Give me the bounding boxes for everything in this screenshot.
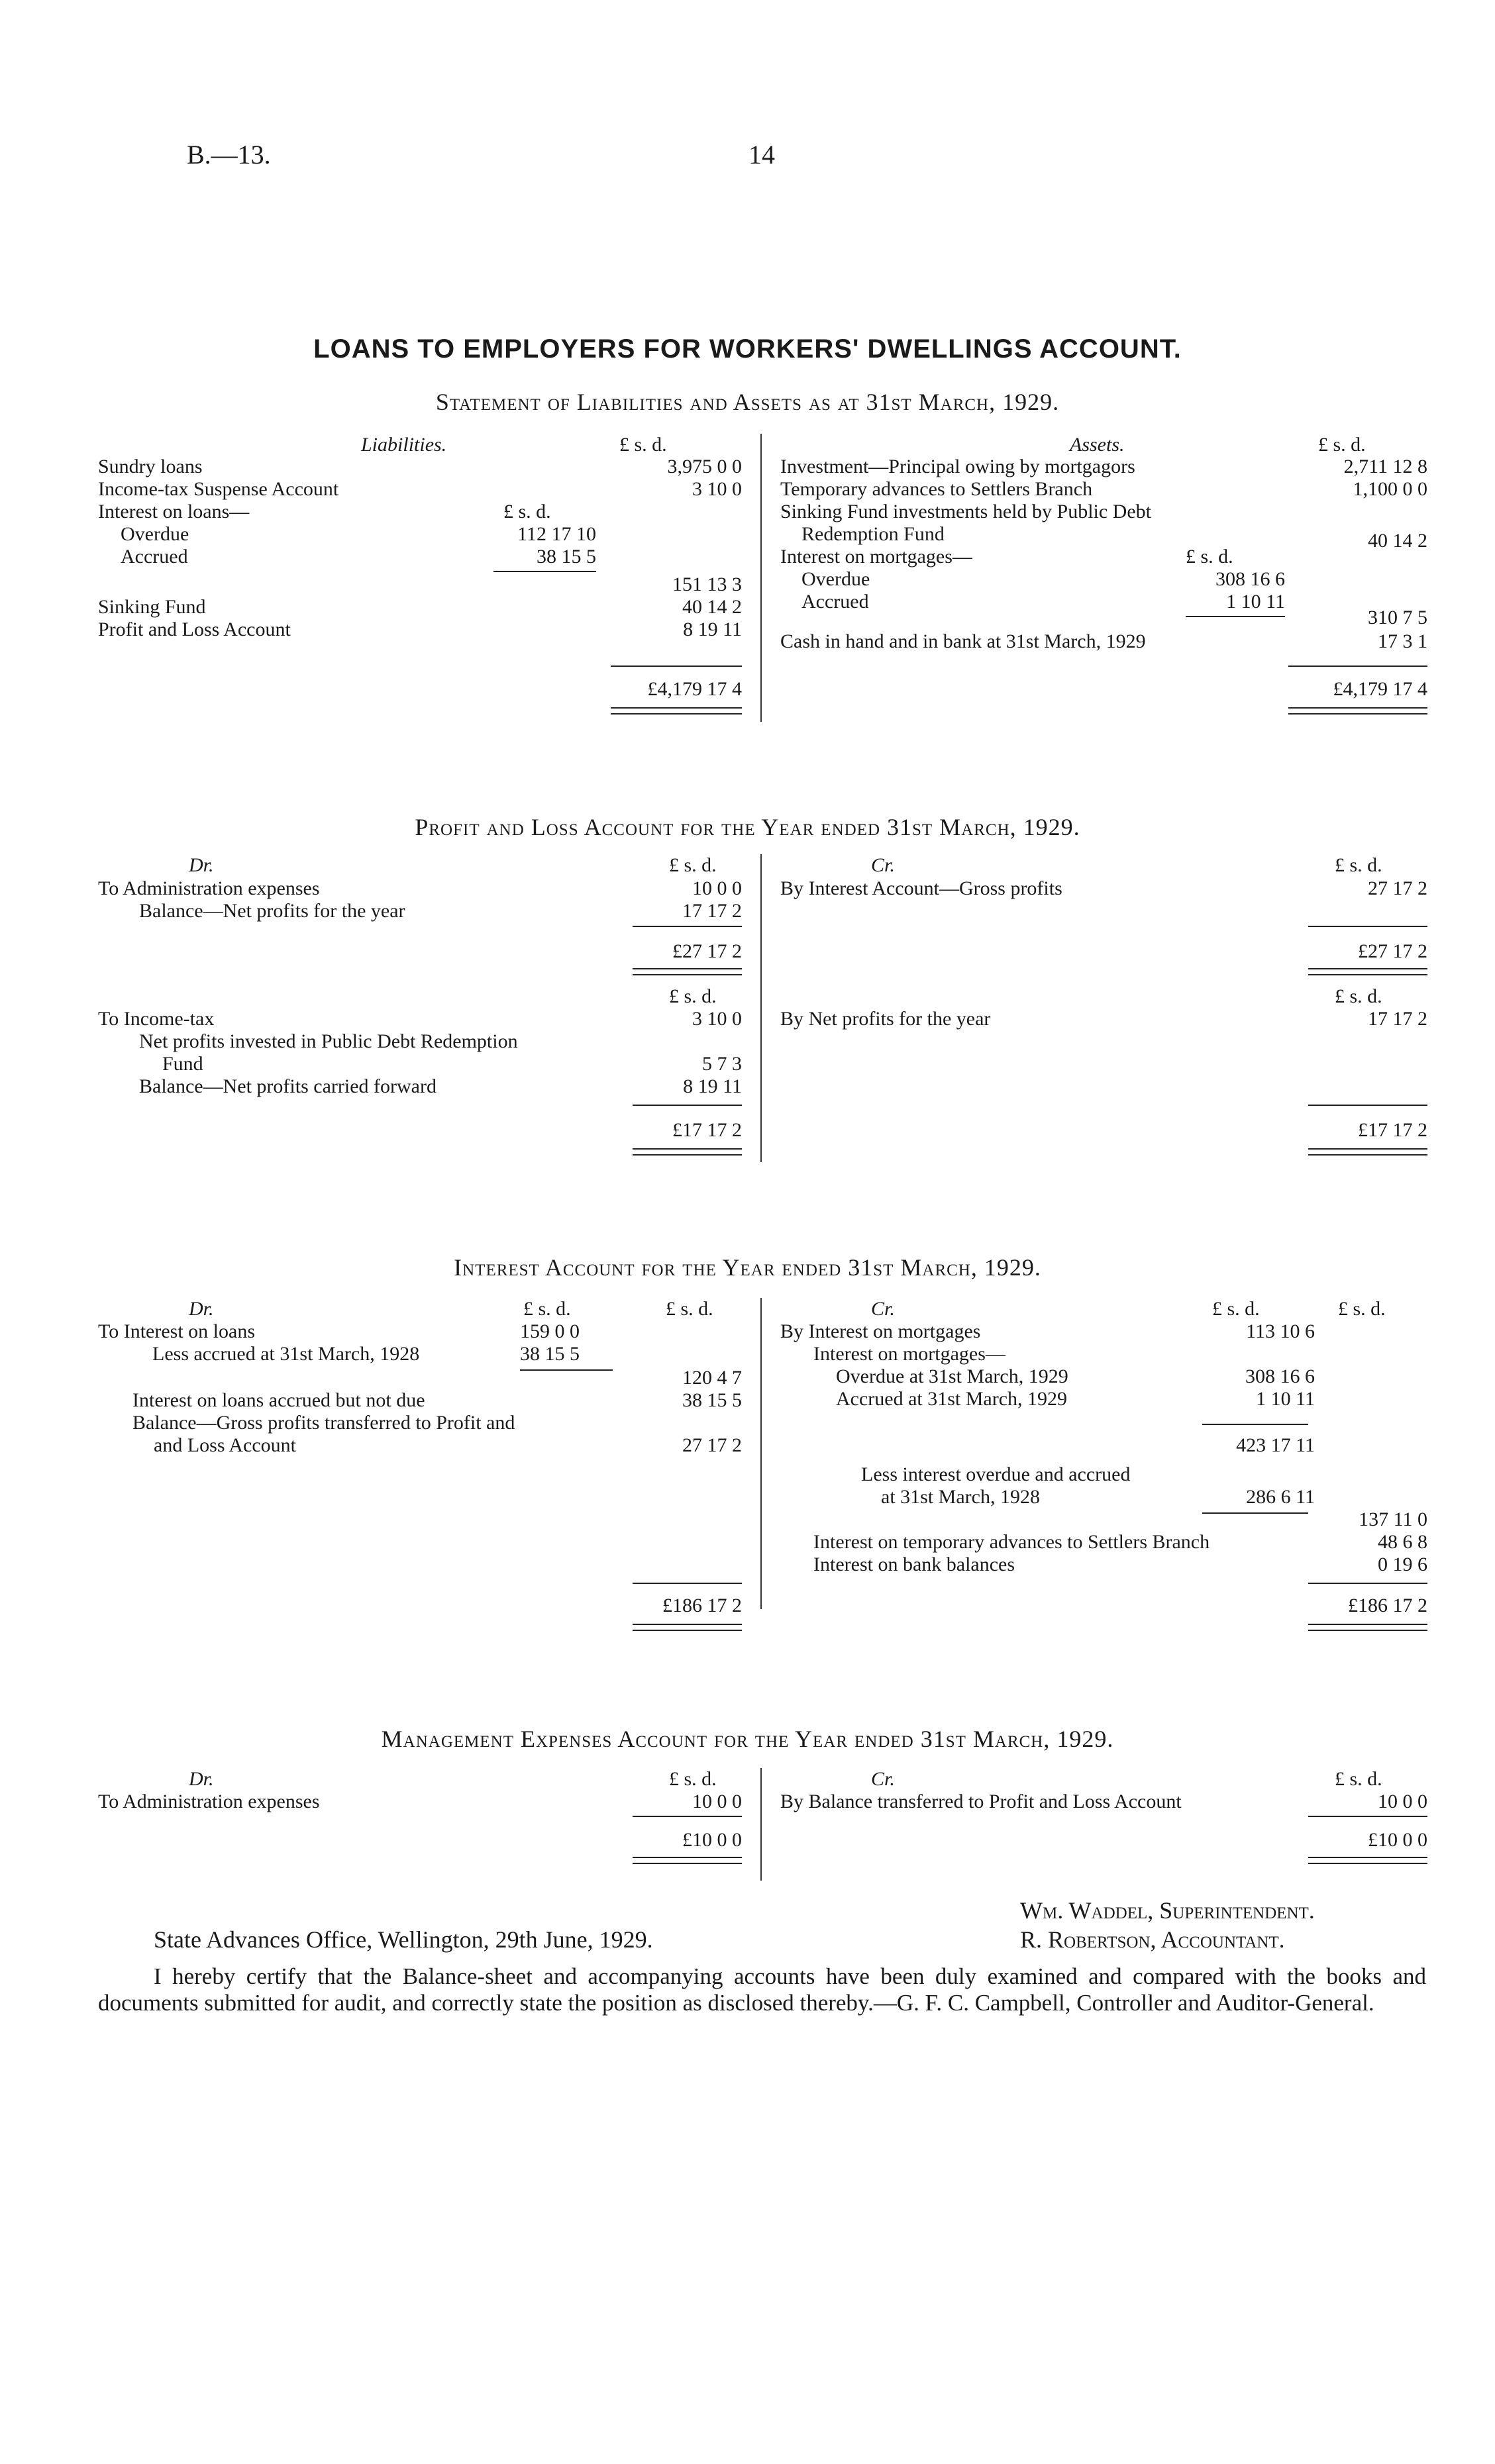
pl-account-amount: 27 17 2 (682, 1434, 742, 1456)
pl-net-profits-year-amount: 17 17 2 (1368, 1008, 1427, 1030)
cash-amount: 17 3 1 (1378, 630, 1427, 652)
assets-overdue-amount: 308 16 6 (1215, 568, 1285, 590)
pl-net-profits-amount: 17 17 2 (682, 900, 742, 922)
interest-account-heading: Interest Account for the Year ended 31st March, 1929. (454, 1254, 1041, 1281)
interest-accrued-not-due-label: Interest on loans accrued but not due (132, 1389, 425, 1411)
interest-on-mortgages-label: By Interest on mortgages (780, 1320, 981, 1342)
interest-debit-subtotal: 120 4 7 (682, 1367, 742, 1389)
total-rule (1308, 926, 1427, 927)
total-rule (1288, 665, 1427, 667)
pl-net-profits-label: Balance—Net profits for the year (139, 900, 405, 922)
pl-admin-expenses-label: To Administration expenses (98, 877, 320, 899)
interest-on-loans-label: Interest on loans— (98, 501, 250, 522)
accrued-amount: 38 15 5 (537, 546, 596, 567)
interest-subtotal: 151 13 3 (672, 573, 742, 595)
pl-admin-expenses-amount: 10 0 0 (692, 877, 742, 899)
overdue-amount: 112 17 10 (517, 523, 596, 545)
office-date-line: State Advances Office, Wellington, 29th June, 1929. (154, 1926, 653, 1953)
interest-on-mortgages-amount: 113 10 6 (1246, 1320, 1315, 1342)
income-tax-suspense-amount: 3 10 0 (692, 478, 742, 500)
mgmt-balance-transferred-amount: 10 0 0 (1378, 1791, 1427, 1812)
column-divider (760, 1298, 762, 1609)
total-rule (1308, 1816, 1427, 1817)
pl-gross-profits-label: By Interest Account—Gross profits (780, 877, 1062, 899)
lsd-header: £ s. d. (503, 501, 551, 522)
subtotal-rule (1202, 1424, 1308, 1425)
assets-total: £4,179 17 4 (1333, 678, 1427, 700)
mgmt-credit-total: £10 0 0 (1368, 1829, 1427, 1851)
accrued-1929-label: Accrued at 31st March, 1929 (836, 1388, 1068, 1410)
pl-credit-total-1: £27 17 2 (1358, 940, 1427, 962)
pl-income-tax-amount: 3 10 0 (692, 1008, 742, 1030)
pl-credit-total-2: £17 17 2 (1358, 1119, 1427, 1141)
sundry-loans-label: Sundry loans (98, 456, 203, 477)
debit-heading: Dr. (189, 1768, 214, 1790)
interest-on-loans-label: To Interest on loans (98, 1320, 256, 1342)
balance-sheet-heading: Statement of Liabilities and Assets as at 31st March, 1929. (435, 389, 1060, 415)
interest-on-loans-amount: 159 0 0 (520, 1320, 580, 1342)
lsd-header: £ s. d. (1318, 434, 1366, 456)
overdue-1929-label: Overdue at 31st March, 1929 (836, 1365, 1068, 1387)
at-31st-march-1928-label: at 31st March, 1928 (881, 1486, 1040, 1508)
lsd-header: £ s. d. (669, 1768, 717, 1790)
interest-bank-balances-label: Interest on bank balances (813, 1553, 1015, 1575)
assets-heading: Assets. (1070, 434, 1125, 456)
debit-heading: Dr. (189, 1298, 214, 1320)
total-double-rule (1288, 707, 1427, 715)
pl-fund-label: Fund (162, 1053, 203, 1075)
sundry-loans-amount: 3,975 0 0 (667, 456, 742, 477)
total-double-rule (633, 1624, 742, 1631)
less-accrued-label: Less accrued at 31st March, 1928 (152, 1343, 420, 1365)
total-rule (633, 926, 742, 927)
pl-carried-forward-amount: 8 19 11 (683, 1075, 742, 1097)
liabilities-total: £4,179 17 4 (647, 678, 742, 700)
page-title: LOANS TO EMPLOYERS FOR WORKERS' DWELLINGS ACCOUNT. (313, 334, 1182, 364)
lsd-header: £ s. d. (666, 1298, 713, 1320)
redemption-fund-amount: 40 14 2 (1368, 530, 1427, 552)
interest-credit-total: £186 17 2 (1348, 1595, 1427, 1616)
total-double-rule (611, 707, 742, 715)
column-divider (760, 1768, 762, 1881)
interest-credit-subtotal-2: 137 11 0 (1359, 1508, 1427, 1530)
overdue-1929-amount: 308 16 6 (1245, 1365, 1315, 1387)
accrued-1929-amount: 1 10 11 (1256, 1388, 1315, 1410)
credit-heading: Cr. (871, 1768, 895, 1790)
page-reference: B.—13. (187, 140, 271, 170)
lsd-header: £ s. d. (1335, 985, 1382, 1007)
temporary-advances-amount: 1,100 0 0 (1353, 478, 1427, 500)
at-31st-march-1928-amount: 286 6 11 (1246, 1486, 1315, 1508)
interest-accrued-not-due-amount: 38 15 5 (682, 1389, 742, 1411)
interest-temporary-advances-amount: 48 6 8 (1378, 1531, 1427, 1553)
accountant-signature: R. Robertson, Accountant. (1020, 1926, 1285, 1953)
interest-temporary-advances-label: Interest on temporary advances to Settlers Branch (813, 1531, 1210, 1553)
assets-overdue-label: Overdue (801, 568, 870, 590)
subtotal-rule (493, 571, 596, 572)
income-tax-suspense-label: Income-tax Suspense Account (98, 478, 339, 500)
mgmt-debit-total: £10 0 0 (682, 1829, 742, 1851)
total-rule (633, 1583, 742, 1584)
lsd-header: £ s. d. (1186, 546, 1233, 567)
sinking-fund-investments-label: Sinking Fund investments held by Public Debt (780, 501, 1151, 522)
temporary-advances-label: Temporary advances to Settlers Branch (780, 478, 1093, 500)
credit-heading: Cr. (871, 1298, 895, 1320)
investment-amount: 2,711 12 8 (1343, 456, 1427, 477)
investment-label: Investment—Principal owing by mortgagors (780, 456, 1135, 477)
lsd-header: £ s. d. (1338, 1298, 1386, 1320)
total-double-rule (1308, 1857, 1427, 1864)
lsd-header: £ s. d. (669, 985, 717, 1007)
interest-on-mortgages-label: Interest on mortgages— (780, 546, 972, 567)
assets-accrued-amount: 1 10 11 (1226, 591, 1285, 613)
interest-credit-subtotal-1: 423 17 11 (1236, 1434, 1315, 1456)
cash-label: Cash in hand and in bank at 31st March, 1929 (780, 630, 1146, 652)
less-accrued-amount: 38 15 5 (520, 1343, 580, 1365)
pl-carried-forward-label: Balance—Net profits carried forward (139, 1075, 437, 1097)
total-double-rule (1308, 968, 1427, 975)
pl-net-profits-year-label: By Net profits for the year (780, 1008, 991, 1030)
overdue-label: Overdue (121, 523, 189, 545)
redemption-fund-label: Redemption Fund (801, 523, 945, 545)
pl-debit-total-1: £27 17 2 (672, 940, 742, 962)
superintendent-signature: Wm. Waddel, Superintendent. (1020, 1897, 1315, 1924)
profit-loss-heading: Profit and Loss Account for the Year ended 31st March, 1929. (415, 814, 1080, 840)
total-rule (633, 1816, 742, 1817)
total-double-rule (633, 1148, 742, 1156)
page-number: 14 (748, 140, 775, 170)
mortgages-interest-label: Interest on mortgages— (813, 1343, 1005, 1365)
pl-debit-total-2: £17 17 2 (672, 1119, 742, 1141)
mgmt-balance-transferred-label: By Balance transferred to Profit and Loss Account (780, 1791, 1182, 1812)
management-expenses-heading: Management Expenses Account for the Year ended 31st March, 1929. (381, 1726, 1114, 1752)
lsd-header: £ s. d. (1335, 854, 1382, 876)
assets-interest-subtotal: 310 7 5 (1368, 607, 1427, 628)
total-double-rule (633, 968, 742, 975)
lsd-header: £ s. d. (523, 1298, 571, 1320)
credit-heading: Cr. (871, 854, 895, 876)
total-double-rule (1308, 1148, 1427, 1156)
lsd-header: £ s. d. (1335, 1768, 1382, 1790)
total-double-rule (1308, 1624, 1427, 1631)
liabilities-heading: Liabilities. (361, 434, 447, 456)
total-double-rule (633, 1857, 742, 1864)
total-rule (611, 665, 742, 667)
sinking-fund-label: Sinking Fund (98, 596, 206, 618)
lsd-header: £ s. d. (669, 854, 717, 876)
pl-net-profits-invested-label: Net profits invested in Public Debt Redemption (139, 1030, 518, 1052)
profit-loss-amount: 8 19 11 (683, 618, 742, 640)
pl-income-tax-label: To Income-tax (98, 1008, 215, 1030)
pl-gross-profits-amount: 27 17 2 (1368, 877, 1427, 899)
debit-heading: Dr. (189, 854, 214, 876)
less-overdue-accrued-label: Less interest overdue and accrued (861, 1463, 1131, 1485)
subtotal-rule (1186, 616, 1285, 617)
pl-account-label: and Loss Account (154, 1434, 296, 1456)
mgmt-admin-expenses-label: To Administration expenses (98, 1791, 320, 1812)
total-rule (1308, 1583, 1427, 1584)
auditor-certificate: I hereby certify that the Balance-sheet and accompanying accounts have been duly examined and compared with the books and documents submitted for audit, and correctly state the position as disclosed thereby.—G. F. C. Campbell, Controller and Auditor-General. (98, 1963, 1426, 2016)
profit-loss-label: Profit and Loss Account (98, 618, 291, 640)
lsd-header: £ s. d. (1212, 1298, 1260, 1320)
interest-bank-balances-amount: 0 19 6 (1378, 1553, 1427, 1575)
column-divider (760, 434, 762, 722)
pl-fund-amount: 5 7 3 (702, 1053, 742, 1075)
interest-debit-total: £186 17 2 (662, 1595, 742, 1616)
gross-profits-transferred-label: Balance—Gross profits transferred to Profit and (132, 1412, 515, 1434)
assets-accrued-label: Accrued (801, 591, 869, 613)
sinking-fund-amount: 40 14 2 (682, 596, 742, 618)
accrued-label: Accrued (121, 546, 188, 567)
total-rule (1308, 1105, 1427, 1106)
lsd-header: £ s. d. (619, 434, 667, 456)
mgmt-admin-expenses-amount: 10 0 0 (692, 1791, 742, 1812)
column-divider (760, 854, 762, 1162)
total-rule (633, 1105, 742, 1106)
